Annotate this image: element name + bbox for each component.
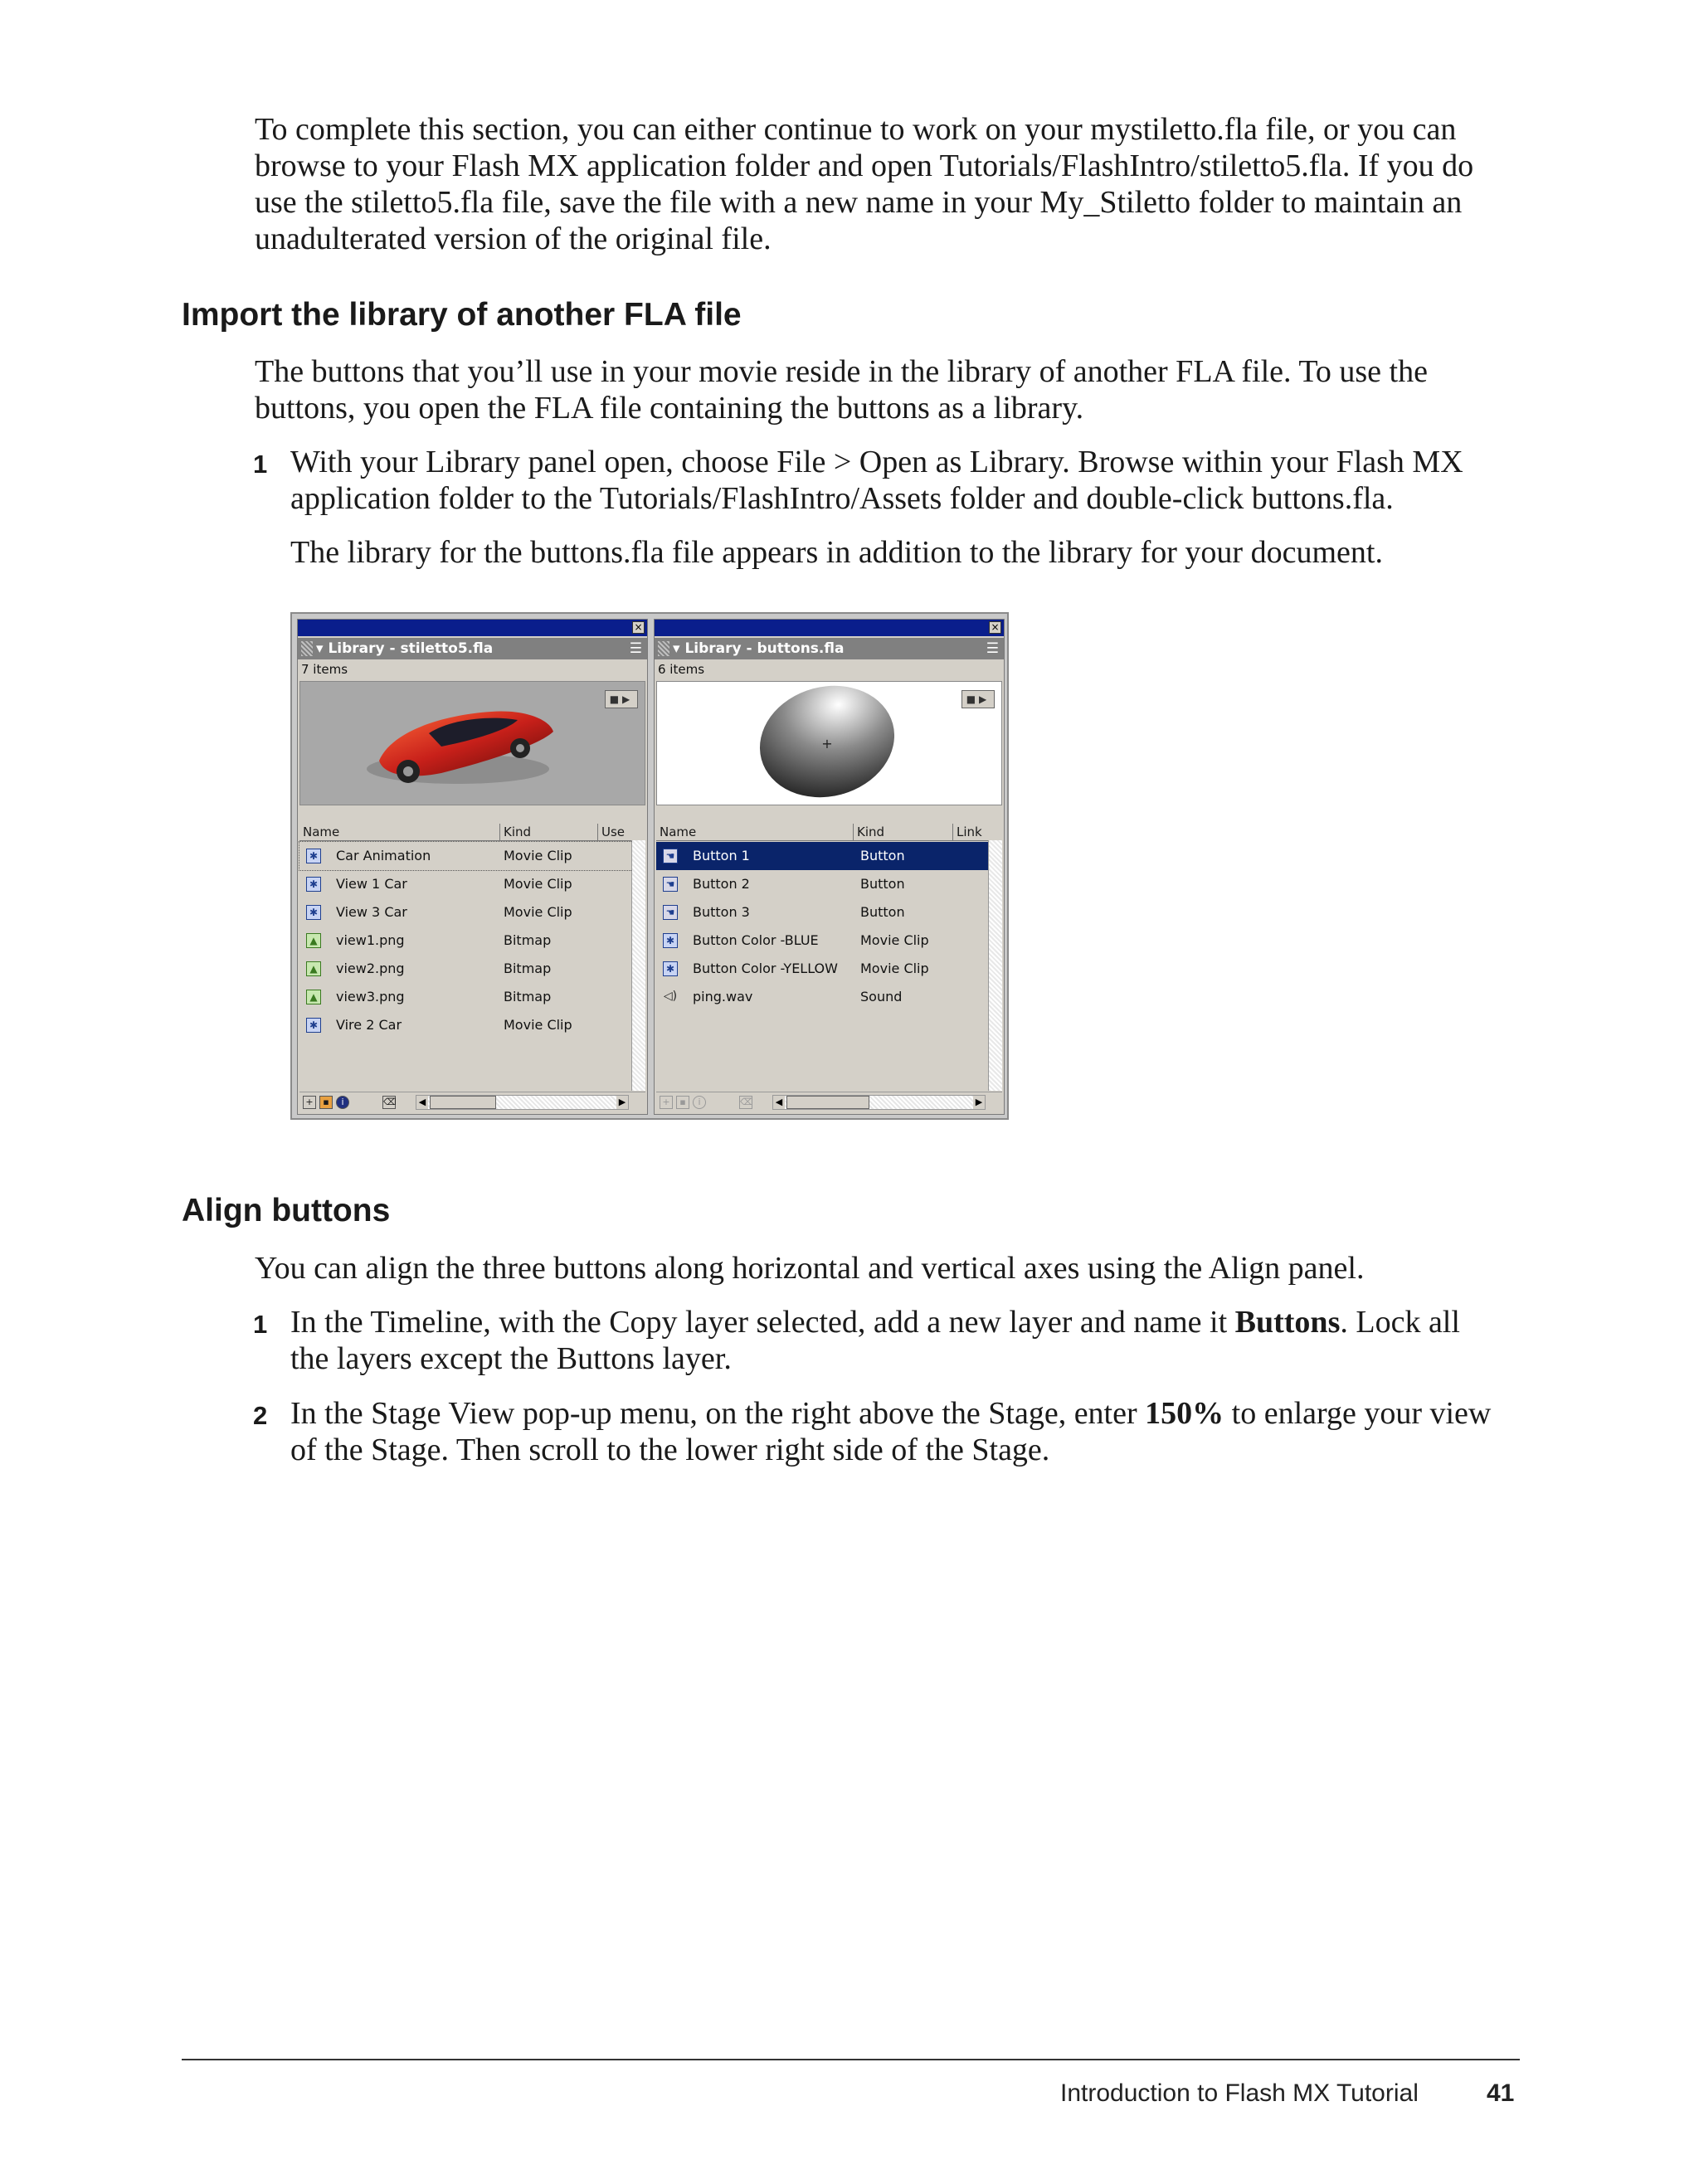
button-symbol-icon: ☚	[663, 849, 678, 863]
list-item[interactable]: ✱ Button Color -BLUE Movie Clip	[656, 927, 989, 955]
library-title: ▾ Library - stiletto5.fla	[316, 640, 494, 657]
library-panel-buttons	[654, 619, 1005, 1115]
movie-clip-icon: ✱	[663, 961, 678, 976]
list-item[interactable]: ✱ View 3 Car Movie Clip	[299, 898, 632, 927]
align-step2-line-1: In the Stage View pop-up menu, on the right above the Stage, enter 150% to enlarge your view	[290, 1396, 1492, 1431]
col-kind-header[interactable]: Kind	[500, 824, 598, 840]
column-headers	[299, 824, 632, 841]
sound-icon: ◁)	[663, 990, 678, 1003]
list-item[interactable]: ▲ view1.png Bitmap	[299, 927, 632, 955]
footer-title: Introduction to Flash MX Tutorial	[1060, 2079, 1419, 2107]
button-preview-image	[657, 682, 1002, 805]
close-icon[interactable]: ×	[989, 621, 1001, 634]
library-header[interactable]	[298, 638, 647, 659]
library-title: ▾ Library - buttons.fla	[673, 640, 845, 657]
bold-term: Buttons	[1234, 1305, 1341, 1340]
intro-line-4: unadulterated version of the original file.	[255, 221, 772, 256]
list-item[interactable]: ☚ Button 2 Button	[656, 870, 989, 898]
movie-clip-icon: ✱	[306, 849, 321, 863]
bold-term: 150%	[1145, 1396, 1224, 1431]
scroll-left-icon[interactable]: ◀	[416, 1096, 428, 1109]
button-symbol-icon: ☚	[663, 905, 678, 920]
import-step1-line-1: With your Library panel open, choose File > Open as Library. Browse within your Flash MX	[290, 445, 1463, 479]
col-link-header[interactable]: Link	[957, 824, 982, 839]
col-kind-header[interactable]: Kind	[854, 824, 953, 840]
grip-icon[interactable]	[658, 641, 669, 656]
heading-import-library: Import the library of another FLA file	[182, 297, 742, 333]
new-folder-icon[interactable]: ▪	[676, 1096, 689, 1109]
library-item-list	[656, 842, 989, 1091]
col-name-header[interactable]: Name	[299, 824, 500, 840]
library-header[interactable]	[655, 638, 1004, 659]
preview-window	[299, 681, 645, 805]
vertical-scrollbar[interactable]	[988, 840, 1002, 1091]
new-symbol-icon[interactable]: +	[660, 1096, 673, 1109]
page-number: 41	[1487, 2079, 1515, 2107]
svg-text:+: +	[821, 736, 833, 752]
list-item[interactable]: ✱ Button Color -YELLOW Movie Clip	[656, 955, 989, 983]
play-stop-buttons[interactable]: ■▶	[605, 690, 638, 708]
step-number: 1	[253, 1310, 268, 1339]
footer-rule	[182, 2059, 1520, 2060]
item-count: 6 items	[658, 662, 705, 677]
bitmap-icon: ▲	[306, 933, 321, 948]
scroll-right-icon[interactable]: ▶	[616, 1096, 628, 1109]
new-symbol-icon[interactable]: +	[303, 1096, 316, 1109]
column-headers	[656, 824, 989, 841]
align-step1-line-1: In the Timeline, with the Copy layer selected, add a new layer and name it Buttons. Lock all	[290, 1305, 1460, 1340]
panel-footer-toolbar	[299, 1092, 645, 1112]
properties-icon[interactable]: i	[693, 1096, 706, 1109]
intro-line-1: To complete this section, you can either continue to work on your mystiletto.fla file, or you can	[255, 112, 1457, 147]
list-item[interactable]: ✱ Vire 2 Car Movie Clip	[299, 1011, 632, 1039]
align-para: You can align the three buttons along horizontal and vertical axes using the Align panel.	[255, 1251, 1365, 1286]
scroll-right-icon[interactable]: ▶	[973, 1096, 985, 1109]
grip-icon[interactable]	[301, 641, 313, 656]
heading-align-buttons: Align buttons	[182, 1193, 391, 1228]
align-step2-line-2: of the Stage. Then scroll to the lower right side of the Stage.	[290, 1432, 1050, 1467]
library-panel-stiletto5	[297, 619, 648, 1115]
list-item[interactable]: ▲ view3.png Bitmap	[299, 983, 632, 1011]
new-folder-icon[interactable]: ▪	[319, 1096, 333, 1109]
button-symbol-icon: ☚	[663, 877, 678, 892]
horizontal-scrollbar[interactable]	[772, 1095, 986, 1110]
import-para-line-2: buttons, you open the FLA file containing the buttons as a library.	[255, 391, 1084, 426]
bitmap-icon: ▲	[306, 990, 321, 1004]
list-item-selected[interactable]: ☚ Button 1 Button	[656, 842, 989, 870]
car-preview-image	[300, 682, 645, 805]
library-item-list	[299, 842, 632, 1091]
col-use-header[interactable]: Use	[601, 824, 626, 839]
preview-window	[656, 681, 1002, 805]
options-menu-icon[interactable]: ☰	[629, 640, 642, 657]
col-name-header[interactable]: Name	[656, 824, 854, 840]
align-step1-line-2: the layers except the Buttons layer.	[290, 1341, 732, 1376]
intro-line-2: browse to your Flash MX application folder and open Tutorials/FlashIntro/stiletto5.fla. If you do	[255, 148, 1474, 183]
list-item[interactable]: ✱ Car Animation Movie Clip	[299, 842, 632, 870]
scroll-left-icon[interactable]: ◀	[773, 1096, 785, 1109]
import-step1-note: The library for the buttons.fla file appears in addition to the library for your document.	[290, 535, 1383, 570]
delete-icon[interactable]: ⌫	[383, 1097, 397, 1107]
delete-icon[interactable]: ⌫	[740, 1097, 753, 1107]
library-panels-screenshot	[290, 612, 1009, 1120]
scroll-thumb[interactable]	[786, 1096, 869, 1109]
movie-clip-icon: ✱	[306, 1018, 321, 1033]
import-step1-line-2: application folder to the Tutorials/FlashIntro/Assets folder and double-click buttons.fla.	[290, 481, 1394, 516]
bitmap-icon: ▲	[306, 961, 321, 976]
panel-title-bar	[298, 620, 647, 636]
movie-clip-icon: ✱	[306, 877, 321, 892]
list-item[interactable]: ✱ View 1 Car Movie Clip	[299, 870, 632, 898]
step-number: 2	[253, 1401, 268, 1430]
list-item[interactable]: ▲ view2.png Bitmap	[299, 955, 632, 983]
step-number: 1	[253, 450, 268, 479]
panel-title-bar	[655, 620, 1004, 636]
item-count: 7 items	[301, 662, 348, 677]
close-icon[interactable]: ×	[632, 621, 645, 634]
movie-clip-icon: ✱	[663, 933, 678, 948]
scroll-thumb[interactable]	[430, 1096, 496, 1109]
options-menu-icon[interactable]: ☰	[986, 640, 999, 657]
panel-footer-toolbar	[656, 1092, 1002, 1112]
intro-line-3: use the stiletto5.fla file, save the file with a new name in your My_Stiletto folder to maintain an	[255, 185, 1463, 220]
vertical-scrollbar[interactable]	[631, 840, 645, 1091]
properties-icon[interactable]: i	[336, 1096, 349, 1109]
movie-clip-icon: ✱	[306, 905, 321, 920]
import-para-line-1: The buttons that you’ll use in your movie reside in the library of another FLA file. To use the	[255, 354, 1428, 389]
list-item[interactable]: ☚ Button 3 Button	[656, 898, 989, 927]
play-stop-buttons[interactable]: ■▶	[961, 690, 995, 708]
list-item[interactable]: ◁) ping.wav Sound	[663, 989, 903, 1004]
horizontal-scrollbar[interactable]	[416, 1095, 629, 1110]
